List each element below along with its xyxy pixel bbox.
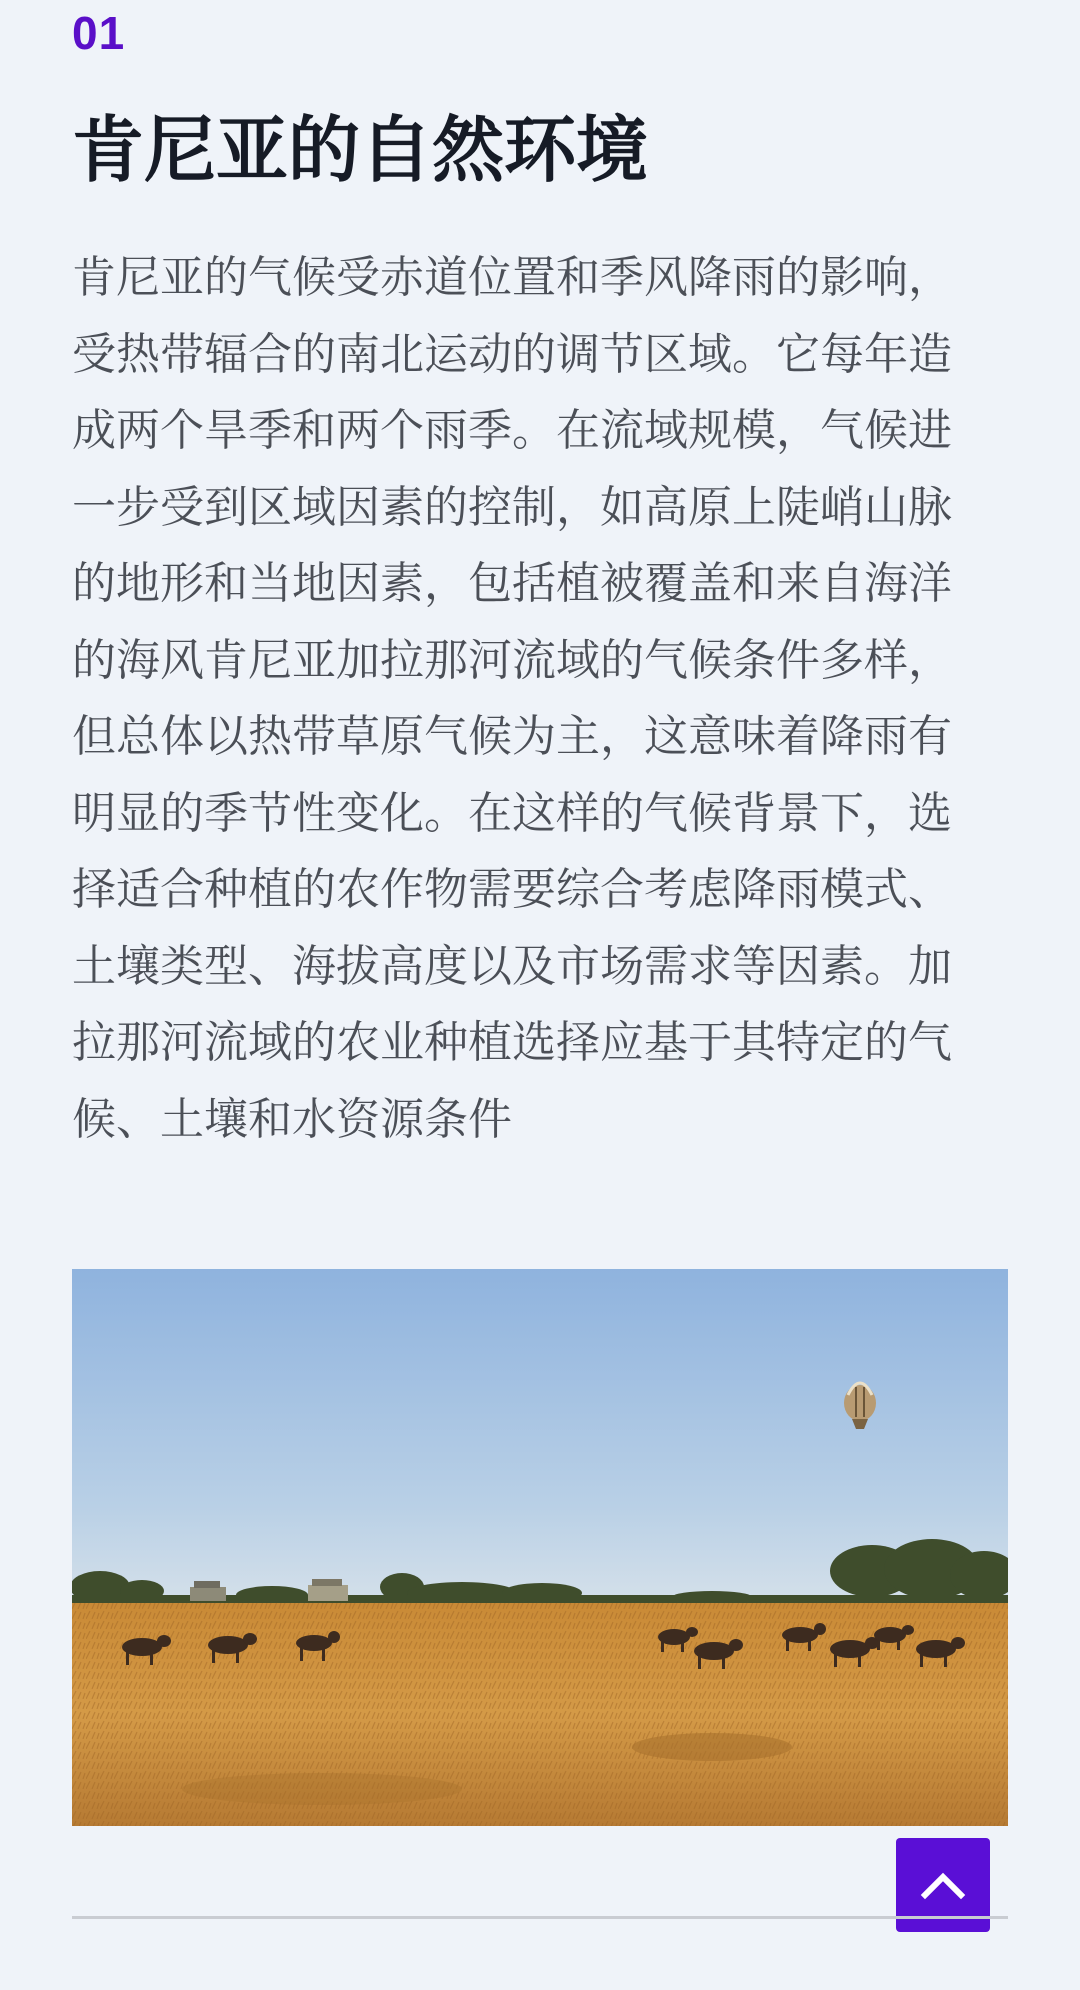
section-title: 肯尼亚的自然环境 — [72, 108, 649, 192]
savanna-photo — [72, 1269, 1008, 1826]
section-number: 01 — [72, 7, 126, 59]
section-divider — [72, 1916, 1008, 1919]
savanna-photo-graphic — [72, 1269, 1008, 1826]
section-body: 肯尼亚的气候受赤道位置和季风降雨的影响，受热带辐合的南北运动的调节区域。它每年造成两个旱季和两个雨季。在流域规模，气候进一步受到区域因素的控制，如高原上陡峭山脉的地形和当地因素，包括植被覆盖和来自海洋的海风肯尼亚加拉那河流域的气候条件多样，但总体以热带草原气候为主，这意味着降雨有明显的季节性变化。在这样的气候背景下，选择适合种植的农作物需要综合考虑降雨模式、土壤类型、海拔高度以及市场需求等因素。加拉那河流域的农业种植选择应基于其特定的气候、土壤和水资源条件 — [72, 252, 952, 1145]
chevron-up-icon — [919, 1861, 967, 1909]
